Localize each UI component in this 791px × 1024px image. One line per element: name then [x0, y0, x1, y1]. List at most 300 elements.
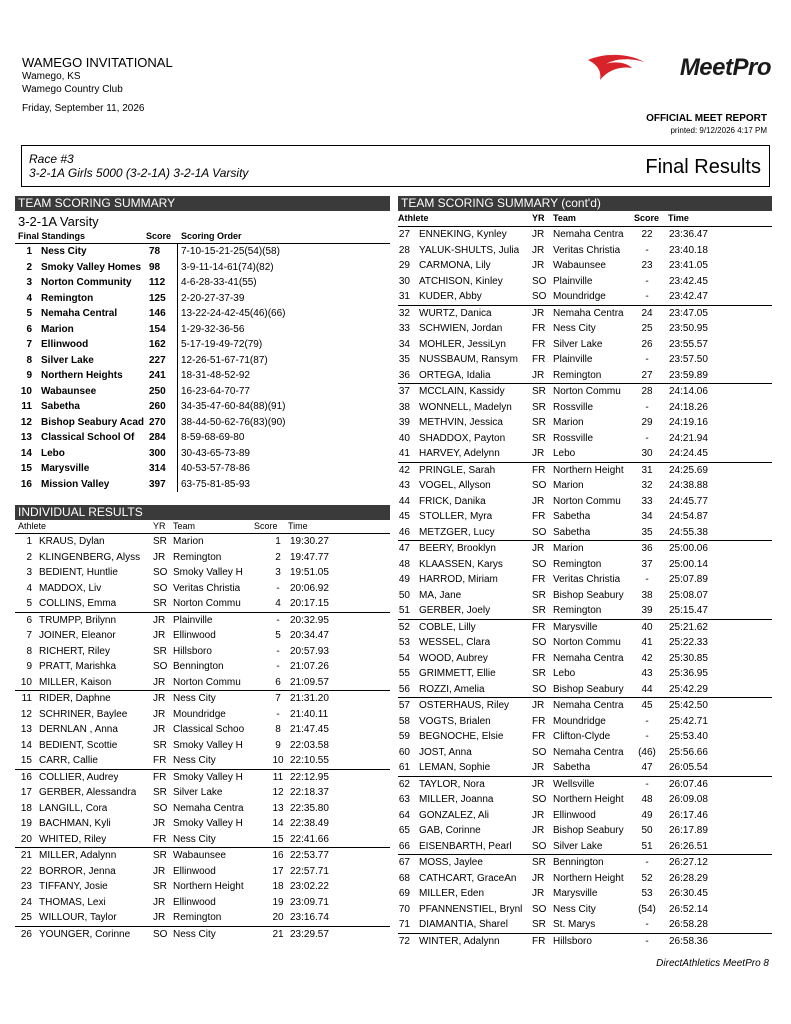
finish-time: 26:05.54: [669, 762, 708, 773]
result-row: [398, 651, 772, 667]
athlete-year: SO: [532, 683, 547, 695]
athlete-name: NUSSBAUM, Ransym: [419, 354, 518, 365]
team-name: Smoky Valley H: [173, 567, 243, 578]
place: 13: [20, 724, 32, 735]
team-order: 13-22-24-42-45(46)(66): [181, 308, 286, 319]
score: 10: [272, 755, 284, 766]
finish-time: 23:40.18: [669, 244, 708, 256]
finish-time: 24:18.26: [669, 401, 708, 413]
athlete-name: MCCLAIN, Kassidy: [419, 386, 505, 397]
score: -: [645, 935, 649, 947]
team-name: Norton Commu: [173, 598, 241, 609]
team-name: Ness City: [173, 693, 216, 704]
result-row: [398, 478, 772, 494]
header-standings: Final Standings: [18, 231, 86, 241]
place: 17: [20, 787, 32, 798]
athlete-year: FR: [532, 338, 546, 350]
finish-time: 23:42.47: [669, 291, 708, 302]
team-name: Marion: [553, 543, 584, 554]
result-row: [398, 243, 772, 259]
finish-time: 20:17.15: [290, 598, 329, 609]
team-name: Northern Height: [553, 464, 624, 476]
score: -: [645, 354, 649, 365]
place: 31: [398, 291, 410, 302]
athlete-name: GONZALEZ, Ali: [419, 809, 490, 821]
team-score: 154: [149, 323, 166, 335]
athlete-name: JOINER, Eleanor: [39, 630, 116, 641]
team-score: 260: [149, 401, 166, 412]
team-name: Hillsboro: [553, 935, 592, 947]
result-row: [398, 934, 772, 950]
result-row: [398, 415, 772, 431]
team-score: 162: [149, 339, 166, 350]
athlete-year: FR: [532, 731, 546, 742]
athlete-name: WURTZ, Danica: [419, 307, 492, 319]
finish-time: 21:47.45: [290, 724, 329, 735]
team-name: Nemaha Centra: [553, 229, 624, 240]
athlete-name: CARR, Callie: [39, 755, 98, 766]
team-score: 314: [149, 463, 166, 474]
team-name: Ellinwood: [173, 630, 216, 641]
header-athlete: Athlete: [18, 521, 47, 531]
athlete-name: ENNEKING, Kynley: [419, 229, 507, 240]
team-name: Moundridge: [553, 291, 606, 302]
finish-time: 23:02.22: [290, 881, 329, 892]
score: 45: [641, 700, 653, 711]
athlete-year: JR: [153, 865, 166, 877]
team-place: 2: [26, 261, 32, 273]
score: 42: [641, 652, 653, 664]
result-row: [398, 352, 772, 368]
result-row: [15, 534, 390, 550]
race-box: [21, 145, 770, 187]
athlete-name: COLLIER, Audrey: [39, 771, 119, 783]
team-name: Silver Lake: [553, 840, 603, 852]
score: 32: [641, 480, 653, 491]
result-row: [398, 729, 772, 745]
finish-time: 24:19.16: [669, 417, 708, 428]
score: 48: [641, 794, 653, 805]
team-row: [15, 244, 390, 260]
team-name: Silver Lake: [41, 354, 94, 366]
athlete-year: SO: [532, 480, 547, 491]
place: 33: [398, 323, 410, 334]
place: 68: [398, 872, 410, 884]
team-name: Nemaha Centra: [553, 652, 624, 664]
athlete-year: FR: [153, 833, 167, 845]
athlete-name: MILLER, Kaison: [39, 676, 112, 688]
score: 16: [272, 850, 284, 861]
result-row: [15, 565, 390, 581]
place: 66: [398, 840, 410, 852]
team-name: Smoky Valley H: [173, 771, 243, 783]
athlete-year: SO: [153, 802, 168, 814]
result-row: [15, 722, 390, 738]
result-row: [398, 274, 772, 290]
athlete-name: KLAASSEN, Karys: [419, 558, 503, 570]
team-name: Wellsville: [553, 778, 595, 790]
team-order: 34-35-47-60-84(88)(91): [181, 401, 286, 412]
finish-time: 19:30.27: [290, 536, 329, 547]
team-name: Sabetha: [553, 762, 591, 773]
athlete-name: WOOD, Aubrey: [419, 652, 488, 664]
athlete-year: SR: [532, 386, 546, 397]
athlete-year: FR: [153, 755, 167, 766]
place: 54: [398, 652, 410, 664]
team-row: [15, 275, 390, 291]
team-name: Remington: [553, 369, 602, 381]
header-athlete: Athlete: [398, 213, 429, 223]
score: -: [645, 275, 649, 287]
result-row: [15, 848, 390, 864]
finish-time: 22:57.71: [290, 865, 329, 877]
place: 67: [398, 857, 410, 868]
team-row: [15, 446, 390, 462]
athlete-year: JR: [532, 872, 545, 884]
athlete-name: HARROD, Miriam: [419, 574, 498, 585]
result-row: [15, 659, 390, 675]
team-row: [15, 353, 390, 369]
header-team: Team: [553, 213, 576, 223]
place: 25: [20, 912, 32, 923]
result-row: [398, 792, 772, 808]
place: 9: [26, 661, 32, 672]
team-name: Norton Commu: [173, 676, 241, 688]
athlete-name: SCHWIEN, Jordan: [419, 323, 503, 334]
athlete-year: FR: [532, 511, 546, 522]
athlete-name: RICHERT, Riley: [39, 645, 110, 657]
finish-time: 26:17.46: [669, 809, 708, 821]
athlete-year: SR: [153, 787, 167, 798]
team-order: 12-26-51-67-71(87): [181, 354, 268, 366]
team-order: 63-75-81-85-93: [181, 478, 250, 490]
finish-time: 23:42.45: [669, 275, 708, 287]
logo-text: MeetPro: [679, 54, 771, 81]
place: 72: [398, 935, 410, 947]
meet-venue: Wamego Country Club: [22, 84, 123, 95]
team-name: Marion: [553, 417, 584, 428]
athlete-year: JR: [532, 260, 545, 271]
athlete-name: CATHCART, GraceAn: [419, 872, 517, 884]
athlete-year: FR: [532, 574, 546, 585]
score: 15: [272, 833, 284, 845]
athlete-year: SR: [532, 589, 546, 601]
result-row: [15, 753, 390, 770]
place: 49: [398, 574, 410, 585]
finish-time: 23:16.74: [290, 912, 329, 923]
individual-list: [15, 534, 390, 942]
place: 41: [398, 448, 410, 459]
team-name: Veritas Christia: [173, 582, 241, 594]
finish-time: 20:34.47: [290, 630, 329, 641]
team-name: Rossville: [553, 432, 594, 444]
team-name: Nemaha Centra: [173, 802, 244, 814]
result-row: [398, 227, 772, 243]
result-row: [398, 823, 772, 839]
athlete-year: JR: [153, 724, 166, 735]
team-row: [15, 322, 390, 338]
place: 46: [398, 526, 410, 538]
place: 5: [26, 598, 32, 609]
athlete-name: COBLE, Lilly: [419, 621, 476, 633]
result-row: [398, 572, 772, 588]
place: 69: [398, 888, 410, 899]
contd-header: [398, 211, 772, 227]
athlete-year: JR: [532, 543, 545, 554]
team-name: Northern Height: [553, 794, 624, 805]
athlete-year: JR: [532, 778, 545, 790]
score: 23: [641, 260, 653, 271]
score: 39: [641, 605, 653, 616]
team-score: 300: [149, 447, 166, 459]
meet-date: Friday, September 11, 2026: [22, 103, 145, 114]
place: 15: [20, 755, 32, 766]
finish-time: 22:41.66: [290, 833, 329, 845]
team-name: Ness City: [173, 755, 216, 766]
score: 44: [641, 683, 653, 695]
athlete-name: KLINGENBERG, Alyss: [39, 551, 141, 563]
result-row: [398, 777, 772, 793]
place: 55: [398, 668, 410, 679]
team-name: Ellinwood: [41, 339, 89, 350]
result-row: [398, 431, 772, 447]
athlete-name: GAB, Corinne: [419, 825, 481, 836]
team-name: Norton Commu: [553, 637, 621, 648]
result-row: [398, 808, 772, 824]
score: 38: [641, 589, 653, 601]
result-row: [398, 839, 772, 856]
athlete-year: SO: [153, 567, 168, 578]
athlete-year: SO: [532, 840, 547, 852]
team-order: 5-17-19-49-72(79): [181, 339, 263, 350]
team-name: Wabaunsee: [41, 385, 97, 397]
athlete-year: SR: [153, 645, 167, 657]
team-score: 146: [149, 308, 166, 319]
finish-time: 25:36.95: [669, 668, 708, 679]
finish-time: 26:27.12: [669, 857, 708, 868]
athlete-year: SO: [153, 582, 168, 594]
athlete-year: JR: [153, 818, 166, 829]
athlete-name: GRIMMETT, Ellie: [419, 668, 496, 679]
meet-name: WAMEGO INVITATIONAL: [22, 55, 173, 70]
score: 7: [275, 693, 281, 704]
header-score: Score: [634, 213, 660, 223]
place: 39: [398, 417, 410, 428]
division-title: 3-2-1A Varsity: [18, 214, 99, 229]
athlete-year: JR: [532, 700, 545, 711]
place: 27: [398, 229, 410, 240]
athlete-name: MILLER, Eden: [419, 888, 485, 899]
finish-time: 26:28.29: [669, 872, 708, 884]
athlete-year: SR: [153, 850, 167, 861]
team-name: Sabetha: [553, 511, 591, 522]
score: -: [276, 582, 280, 594]
result-row: [398, 258, 772, 274]
finish-time: 26:26.51: [669, 840, 708, 852]
finish-time: 25:15.47: [669, 605, 708, 616]
athlete-year: SO: [153, 928, 168, 940]
athlete-year: SO: [532, 746, 547, 758]
finish-time: 25:53.40: [669, 731, 708, 742]
place: 34: [398, 338, 410, 350]
place: 52: [398, 621, 410, 633]
team-name: Ness City: [173, 833, 216, 845]
athlete-name: YOUNGER, Corinne: [39, 928, 131, 940]
score: -: [645, 715, 649, 727]
place: 3: [26, 567, 32, 578]
score: -: [645, 244, 649, 256]
team-name: Hillsboro: [173, 645, 212, 657]
result-row: [398, 384, 772, 400]
score: 40: [641, 621, 653, 633]
team-place: 7: [26, 339, 32, 350]
finish-time: 25:30.85: [669, 652, 708, 664]
score: -: [645, 919, 649, 930]
team-name: Bishop Seabury: [553, 825, 624, 836]
score: 5: [275, 630, 281, 641]
result-row: [398, 635, 772, 651]
athlete-name: DERNLAN , Anna: [39, 724, 118, 735]
place: 56: [398, 683, 410, 695]
team-place: 16: [20, 478, 32, 490]
finish-time: 25:00.14: [669, 558, 708, 570]
athlete-name: WINTER, Adalynn: [419, 935, 500, 947]
team-place: 15: [20, 463, 32, 474]
finish-time: 23:55.57: [669, 338, 708, 350]
team-order: 3-9-11-14-61(74)(82): [181, 261, 274, 273]
athlete-year: JR: [532, 825, 545, 836]
team-order: 16-23-64-70-77: [181, 385, 250, 397]
score: (54): [638, 903, 656, 915]
result-row: [398, 855, 772, 871]
athlete-year: JR: [153, 676, 166, 688]
score: -: [645, 778, 649, 790]
team-name: Moundridge: [173, 708, 226, 720]
team-place: 14: [20, 447, 32, 459]
score: 3: [275, 567, 281, 578]
finish-time: 25:56.66: [669, 746, 708, 758]
meet-location: Wamego, KS: [22, 71, 81, 82]
athlete-name: METHVIN, Jessica: [419, 417, 503, 428]
score: 53: [641, 888, 653, 899]
result-row: [15, 816, 390, 832]
team-name: Silver Lake: [173, 787, 223, 798]
athlete-year: FR: [532, 354, 546, 365]
athlete-name: CARMONA, Lily: [419, 260, 491, 271]
score: 17: [272, 865, 284, 877]
team-name: Remington: [173, 912, 222, 923]
score: 35: [641, 526, 653, 538]
score: 1: [275, 536, 281, 547]
finish-time: 26:58.36: [669, 935, 708, 947]
athlete-name: WILLOUR, Taylor: [39, 912, 117, 923]
finish-time: 24:14.06: [669, 386, 708, 397]
team-place: 10: [20, 385, 32, 397]
athlete-year: JR: [532, 495, 545, 507]
header-yr: YR: [153, 521, 166, 531]
team-name: Remington: [173, 551, 222, 563]
result-row: [398, 400, 772, 416]
finish-time: 20:32.95: [290, 614, 329, 626]
team-name: Marion: [553, 480, 584, 491]
athlete-name: WONNELL, Madelyn: [419, 401, 512, 413]
place: 59: [398, 731, 410, 742]
section-title: TEAM SCORING SUMMARY: [15, 196, 390, 211]
score: 49: [641, 809, 653, 821]
athlete-name: ATCHISON, Kinley: [419, 275, 503, 287]
athlete-name: BEDIENT, Scottie: [39, 739, 118, 751]
athlete-name: HARVEY, Adelynn: [419, 448, 500, 459]
finish-time: 25:08.07: [669, 589, 708, 601]
score: (46): [638, 746, 656, 758]
score: 18: [272, 881, 284, 892]
team-name: Ellinwood: [173, 896, 216, 908]
team-standings-list: [15, 244, 390, 492]
place: 28: [398, 244, 410, 256]
team-scoring-summary: [15, 196, 390, 492]
athlete-name: EISENBARTH, Pearl: [419, 840, 512, 852]
finish-time: 26:09.08: [669, 794, 708, 805]
place: 6: [26, 614, 32, 626]
place: 30: [398, 275, 410, 287]
score: 25: [641, 323, 653, 334]
team-scoring-summary-contd: [398, 196, 772, 949]
place: 71: [398, 919, 410, 930]
team-name: Lebo: [41, 447, 65, 459]
athlete-year: JR: [153, 630, 166, 641]
result-row: [15, 581, 390, 597]
athlete-name: JOST, Anna: [419, 746, 472, 758]
athlete-year: SR: [532, 417, 546, 428]
place: 22: [20, 865, 32, 877]
result-row: [398, 603, 772, 620]
result-row: [398, 321, 772, 337]
result-row: [398, 463, 772, 479]
place: 12: [20, 708, 32, 720]
athlete-year: FR: [532, 464, 546, 476]
athlete-year: FR: [532, 323, 546, 334]
result-row: [15, 879, 390, 895]
team-place: 6: [26, 323, 32, 335]
result-row: [15, 895, 390, 911]
athlete-name: PRINGLE, Sarah: [419, 464, 496, 476]
team-name: Norton Commu: [553, 495, 621, 507]
athlete-year: JR: [153, 551, 166, 563]
score: -: [276, 614, 280, 626]
result-row: [398, 917, 772, 934]
place: 47: [398, 543, 410, 554]
score: 22: [641, 229, 653, 240]
athlete-year: SO: [532, 275, 547, 287]
finish-time: 23:50.95: [669, 323, 708, 334]
team-order: 40-53-57-78-86: [181, 463, 250, 474]
place: 4: [26, 582, 32, 594]
team-name: Bennington: [173, 661, 224, 672]
team-name: Ness City: [173, 928, 216, 940]
section-title: TEAM SCORING SUMMARY (cont'd): [398, 196, 772, 211]
team-order: 7-10-15-21-25(54)(58): [181, 246, 280, 257]
team-name: Smoky Valley H: [173, 739, 243, 751]
result-row: [398, 446, 772, 463]
athlete-name: BEERY, Brooklyn: [419, 543, 496, 554]
finish-time: 22:12.95: [290, 771, 329, 783]
place: 10: [20, 676, 32, 688]
score: 11: [272, 771, 284, 783]
team-order: 38-44-50-62-76(83)(90): [181, 416, 286, 428]
finish-time: 22:18.37: [290, 787, 329, 798]
place: 32: [398, 307, 410, 319]
result-row: [398, 509, 772, 525]
